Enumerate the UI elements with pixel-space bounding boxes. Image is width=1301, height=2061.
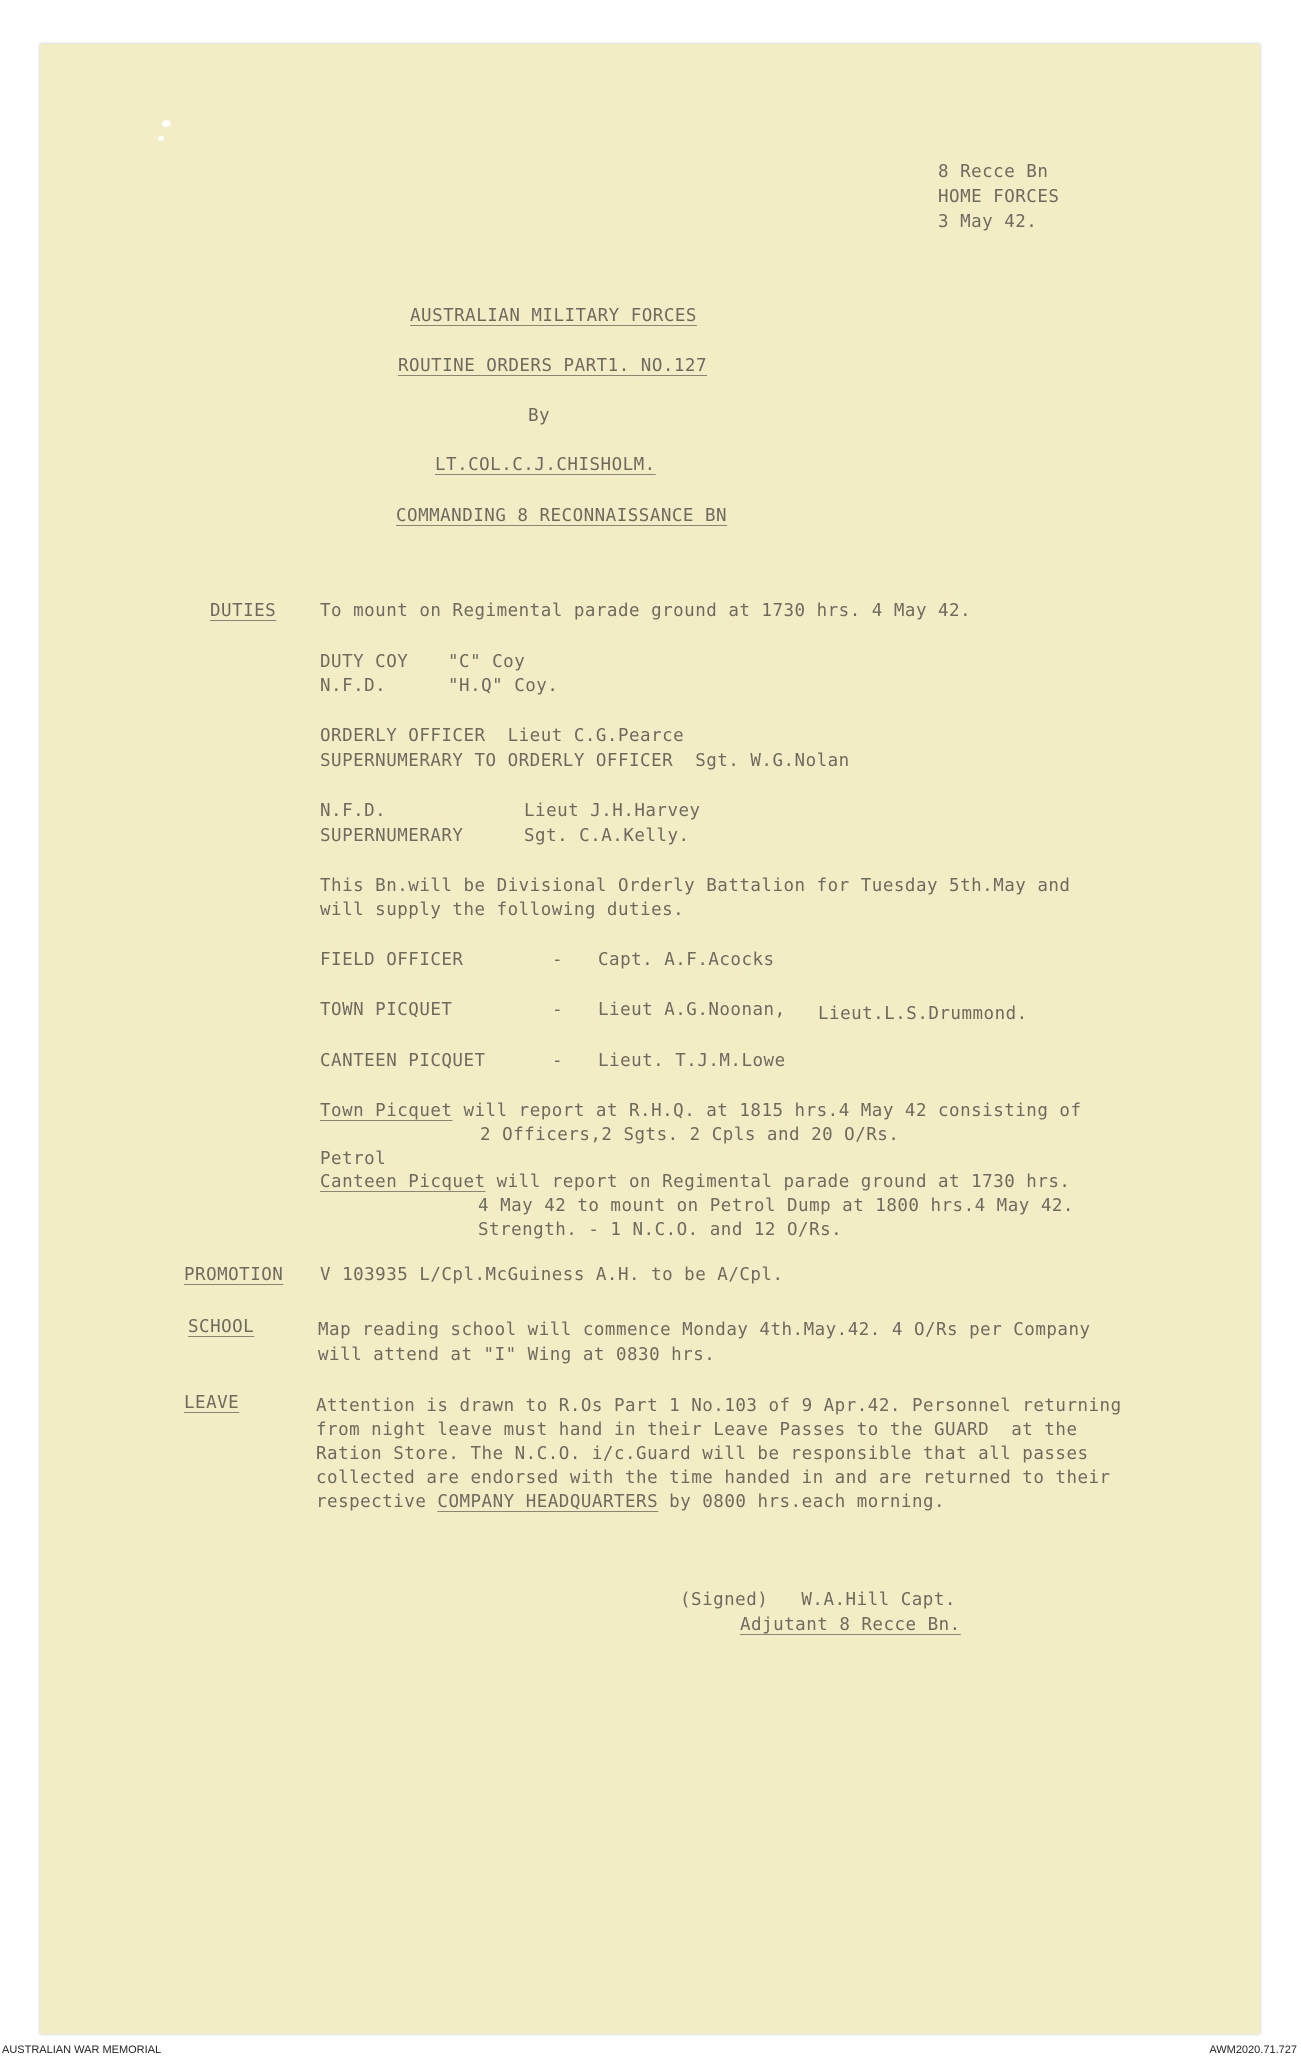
school-line-1: Map reading school will commence Monday 4th.May.42. 4 O/Rs per Company (318, 1320, 1091, 1340)
field-officer-label: FIELD OFFICER (320, 950, 464, 970)
section-heading-school: SCHOOL (188, 1317, 255, 1337)
divisional-line-1: This Bn.will be Divisional Orderly Battalion for Tuesday 5th.May and (320, 876, 1071, 896)
title-routine-orders: ROUTINE ORDERS PART1. NO.127 (398, 356, 708, 376)
signature-line-2: Adjutant 8 Recce Bn. (740, 1615, 961, 1635)
town-picquet-label: TOWN PICQUET (320, 1000, 453, 1020)
canteen-picquet-dash: - (552, 1051, 564, 1071)
divisional-line-2: will supply the following duties. (320, 900, 685, 920)
town-report-line-1 (320, 1101, 1081, 1121)
leave-line-3: Ration Store. The N.C.O. i/c.Guard will be responsible that all passes (316, 1444, 1089, 1464)
town-report-line-2: 2 Officers,2 Sgts. 2 Cpls and 20 O/Rs. (480, 1125, 900, 1145)
duties-intro: To mount on Regimental parade ground at 1730 hrs. 4 May 42. (320, 601, 972, 621)
leave-line-1: Attention is drawn to R.Os Part 1 No.103 of 9 Apr.42. Personnel returning (316, 1396, 1122, 1416)
footer-institution: AUSTRALIAN WAR MEMORIAL (2, 2044, 162, 2056)
leave-line-5-pre: respective (316, 1492, 438, 1512)
canteen-report-line-3: Strength. - 1 N.C.O. and 12 O/Rs. (478, 1220, 843, 1240)
footer-accession-number: AWM2020.71.727 (1209, 2044, 1297, 2056)
town-picquet-dash: - (552, 1000, 564, 1020)
duty-coy-label: DUTY COY (320, 652, 409, 672)
nfd-label: N.F.D. (320, 676, 387, 696)
duty-coy-value: "C" Coy (448, 652, 526, 672)
orderly-officer: ORDERLY OFFICER Lieut C.G.Pearce (320, 726, 685, 746)
title-forces: AUSTRALIAN MILITARY FORCES (410, 306, 697, 326)
town-picquet-value: Lieut A.G.Noonan, (598, 1000, 786, 1020)
leave-line-4: collected are endorsed with the time handed in and are returned to their (316, 1468, 1111, 1488)
supernumerary-orderly: SUPERNUMERARY TO ORDERLY OFFICER Sgt. W.G.Nolan (320, 751, 850, 771)
section-heading-leave: LEAVE (184, 1393, 240, 1413)
punch-mark (158, 136, 164, 141)
canteen-report-line-1 (320, 1172, 1070, 1192)
petrol-insert: Petrol (320, 1149, 387, 1169)
canteen-report-line-2: 4 May 42 to mount on Petrol Dump at 1800 hrs.4 May 42. (478, 1196, 1074, 1216)
header-unit: 8 Recce Bn (938, 162, 1049, 182)
field-officer-value: Capt. A.F.Acocks (598, 950, 775, 970)
leave-line-2: from night leave must hand in their Leave Passes to the GUARD at the (316, 1420, 1078, 1440)
canteen-picquet-label: CANTEEN PICQUET (320, 1051, 486, 1071)
leave-line-5-post: by 0800 hrs.each morning. (658, 1492, 946, 1512)
supernumerary-value: Sgt. C.A.Kelly. (524, 826, 690, 846)
document-page (40, 44, 1260, 2034)
leave-line-5 (316, 1492, 945, 1512)
title-by: By (528, 406, 551, 426)
section-heading-promotion: PROMOTION (184, 1265, 284, 1285)
section-heading-duties: DUTIES (210, 601, 277, 621)
punch-mark (162, 120, 171, 127)
school-line-2: will attend at "I" Wing at 0830 hrs. (318, 1345, 716, 1365)
canteen-report-lead: Canteen Picquet (320, 1172, 486, 1192)
supernumerary-label: SUPERNUMERARY (320, 826, 464, 846)
field-officer-dash: - (552, 950, 564, 970)
header-command: HOME FORCES (938, 187, 1060, 207)
nfd2-label: N.F.D. (320, 801, 387, 821)
nfd2-value: Lieut J.H.Harvey (524, 801, 701, 821)
promotion-text: V 103935 L/Cpl.McGuiness A.H. to be A/Cpl. (320, 1265, 784, 1285)
title-commander-name: LT.COL.C.J.CHISHOLM. (435, 455, 656, 475)
town-report-lead: Town Picquet (320, 1101, 453, 1121)
company-headquarters: COMPANY HEADQUARTERS (437, 1492, 659, 1512)
signature-line-1: (Signed) W.A.Hill Capt. (680, 1590, 956, 1610)
nfd-value: "H.Q" Coy. (448, 676, 559, 696)
canteen-picquet-value: Lieut. T.J.M.Lowe (598, 1051, 786, 1071)
canteen-report-rest: will report on Regimental parade ground at 1730 hrs. (485, 1172, 1071, 1192)
town-picquet-value-2: Lieut.L.S.Drummond. (818, 1004, 1028, 1024)
town-report-rest: will report at R.H.Q. at 1815 hrs.4 May 42 consisting of (452, 1101, 1082, 1121)
title-commanding: COMMANDING 8 RECONNAISSANCE BN (396, 506, 728, 526)
header-date: 3 May 42. (938, 212, 1038, 232)
